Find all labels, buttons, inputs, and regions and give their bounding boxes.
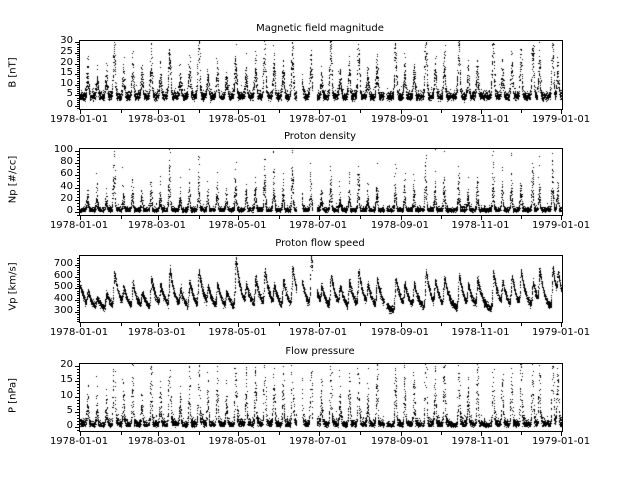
y-minor-tick-mark — [77, 403, 79, 404]
y-minor-tick-mark — [77, 100, 79, 101]
scatter-canvas-np — [80, 149, 562, 215]
y-tick-label: 100 — [53, 144, 73, 156]
y-axis-label-b: B [nT] — [7, 57, 19, 88]
scatter-canvas-p — [80, 364, 562, 431]
y-tick-label: 500 — [53, 281, 73, 293]
panel-title-proton-density: Proton density — [283, 131, 357, 142]
x-tick-label: 1978-05-01 — [208, 114, 267, 125]
y-minor-tick-mark — [77, 51, 79, 52]
x-minor-tick-mark — [360, 216, 361, 219]
plot-area-b — [79, 40, 563, 110]
y-minor-tick-mark — [77, 44, 79, 45]
x-minor-tick-mark — [521, 432, 522, 435]
y-minor-tick-mark — [77, 263, 79, 264]
y-minor-tick-mark — [77, 172, 79, 173]
y-minor-tick-mark — [77, 421, 79, 422]
y-minor-tick-mark — [77, 291, 79, 292]
y-minor-tick-mark — [77, 390, 79, 391]
x-minor-tick-mark — [441, 216, 442, 219]
x-minor-tick-mark — [521, 216, 522, 219]
y-minor-tick-mark — [77, 298, 79, 299]
y-tick-mark — [75, 427, 79, 428]
x-tick-label: 1978-07-01 — [288, 220, 348, 231]
y-minor-tick-mark — [77, 197, 79, 198]
x-tick-label: 1978-03-01 — [127, 220, 186, 231]
y-minor-tick-mark — [77, 169, 79, 170]
scatter-canvas-vp — [80, 256, 562, 322]
y-minor-tick-mark — [77, 430, 79, 431]
y-minor-tick-mark — [77, 286, 79, 287]
x-minor-tick-mark — [521, 323, 522, 326]
y-minor-tick-mark — [77, 66, 79, 67]
x-tick-label: 1978-11-01 — [451, 327, 510, 338]
y-tick-mark — [75, 53, 79, 54]
x-minor-tick-mark — [199, 110, 200, 113]
y-minor-tick-mark — [77, 57, 79, 58]
y-minor-tick-mark — [77, 281, 79, 282]
x-tick-label: 1978-03-01 — [127, 327, 186, 338]
y-minor-tick-mark — [77, 87, 79, 88]
y-tick-mark — [75, 175, 79, 176]
y-minor-tick-mark — [77, 375, 79, 376]
x-minor-tick-mark — [441, 432, 442, 435]
panel-title-proton-flow-speed: Proton flow speed — [275, 238, 365, 249]
y-tick-mark — [75, 74, 79, 75]
x-minor-tick-mark — [360, 432, 361, 435]
y-minor-tick-mark — [77, 387, 79, 388]
y-tick-mark — [75, 163, 79, 164]
y-minor-tick-mark — [77, 83, 79, 84]
y-tick-label: 20 — [60, 56, 73, 68]
x-minor-tick-mark — [279, 216, 280, 219]
y-tick-mark — [75, 265, 79, 266]
y-minor-tick-mark — [77, 279, 79, 280]
y-minor-tick-mark — [77, 409, 79, 410]
x-tick-label: 1979-01-01 — [531, 114, 591, 125]
plot-area-p — [79, 363, 563, 432]
x-tick-label: 1979-01-01 — [531, 327, 591, 338]
y-tick-label: 40 — [60, 180, 73, 192]
x-tick-label: 1978-01-01 — [49, 327, 109, 338]
y-tick-label: 10 — [60, 389, 73, 401]
panel-title-magnetic-field: Magnetic field magnitude — [256, 23, 384, 34]
y-minor-tick-mark — [77, 194, 79, 195]
y-minor-tick-mark — [77, 166, 79, 167]
x-minor-tick-mark — [521, 110, 522, 113]
x-tick-label: 1978-11-01 — [451, 114, 510, 125]
y-minor-tick-mark — [77, 418, 79, 419]
x-minor-tick-mark — [279, 323, 280, 326]
plot-area-np — [79, 148, 563, 216]
y-tick-label: 300 — [53, 304, 73, 316]
x-minor-tick-mark — [360, 323, 361, 326]
y-tick-mark — [75, 312, 79, 313]
x-minor-tick-mark — [199, 323, 200, 326]
y-minor-tick-mark — [77, 393, 79, 394]
x-tick-label: 1978-07-01 — [288, 436, 348, 447]
y-minor-tick-mark — [77, 108, 79, 109]
y-axis-label-np: Np [#/cc] — [7, 155, 19, 204]
x-tick-label: 1978-09-01 — [370, 436, 429, 447]
y-tick-mark — [75, 366, 79, 367]
y-minor-tick-mark — [77, 307, 79, 308]
x-tick-label: 1978-07-01 — [288, 327, 348, 338]
x-tick-label: 1978-01-01 — [49, 436, 109, 447]
y-minor-tick-mark — [77, 321, 79, 322]
y-tick-mark — [75, 64, 79, 65]
y-tick-mark — [75, 397, 79, 398]
x-tick-label: 1978-05-01 — [208, 327, 267, 338]
y-tick-label: 20 — [60, 359, 73, 371]
y-tick-label: 30 — [60, 35, 73, 47]
y-minor-tick-mark — [77, 55, 79, 56]
y-tick-label: 0 — [66, 99, 73, 111]
y-tick-mark — [75, 106, 79, 107]
y-tick-label: 60 — [60, 168, 73, 180]
x-tick-label: 1978-09-01 — [370, 114, 429, 125]
y-minor-tick-mark — [77, 372, 79, 373]
y-minor-tick-mark — [77, 181, 79, 182]
x-tick-label: 1978-01-01 — [49, 220, 109, 231]
panel-title-flow-pressure: Flow pressure — [285, 346, 355, 357]
y-minor-tick-mark — [77, 302, 79, 303]
x-tick-label: 1978-09-01 — [370, 327, 429, 338]
x-tick-label: 1979-01-01 — [531, 436, 591, 447]
y-tick-mark — [75, 277, 79, 278]
x-tick-label: 1978-03-01 — [127, 436, 186, 447]
y-minor-tick-mark — [77, 267, 79, 268]
y-tick-mark — [75, 95, 79, 96]
y-tick-mark — [75, 412, 79, 413]
y-tick-label: 20 — [60, 192, 73, 204]
y-minor-tick-mark — [77, 76, 79, 77]
y-minor-tick-mark — [77, 98, 79, 99]
y-minor-tick-mark — [77, 319, 79, 320]
x-minor-tick-mark — [199, 432, 200, 435]
y-minor-tick-mark — [77, 91, 79, 92]
x-tick-label: 1978-03-01 — [127, 114, 186, 125]
x-minor-tick-mark — [441, 323, 442, 326]
x-minor-tick-mark — [360, 110, 361, 113]
y-minor-tick-mark — [77, 89, 79, 90]
y-minor-tick-mark — [77, 384, 79, 385]
scatter-canvas-b — [80, 41, 562, 109]
x-minor-tick-mark — [279, 432, 280, 435]
x-tick-label: 1978-09-01 — [370, 220, 429, 231]
x-minor-tick-mark — [121, 110, 122, 113]
y-minor-tick-mark — [77, 191, 79, 192]
y-tick-mark — [75, 85, 79, 86]
y-minor-tick-mark — [77, 102, 79, 103]
y-tick-label: 10 — [60, 77, 73, 89]
y-minor-tick-mark — [77, 72, 79, 73]
x-tick-label: 1978-11-01 — [451, 220, 510, 231]
y-axis-label-p: P [nPa] — [7, 377, 19, 413]
y-minor-tick-mark — [77, 78, 79, 79]
y-tick-mark — [75, 212, 79, 213]
y-minor-tick-mark — [77, 310, 79, 311]
y-tick-mark — [75, 200, 79, 201]
y-minor-tick-mark — [77, 160, 79, 161]
y-minor-tick-mark — [77, 258, 79, 259]
y-minor-tick-mark — [77, 185, 79, 186]
y-tick-mark — [75, 151, 79, 152]
y-minor-tick-mark — [77, 317, 79, 318]
y-minor-tick-mark — [77, 369, 79, 370]
y-tick-label: 700 — [53, 258, 73, 270]
y-tick-label: 15 — [60, 374, 73, 386]
y-minor-tick-mark — [77, 209, 79, 210]
y-minor-tick-mark — [77, 284, 79, 285]
y-minor-tick-mark — [77, 154, 79, 155]
y-tick-label: 400 — [53, 293, 73, 305]
x-minor-tick-mark — [441, 110, 442, 113]
y-minor-tick-mark — [77, 157, 79, 158]
x-tick-label: 1978-11-01 — [451, 436, 510, 447]
y-minor-tick-mark — [77, 378, 79, 379]
y-minor-tick-mark — [77, 93, 79, 94]
y-tick-mark — [75, 300, 79, 301]
y-minor-tick-mark — [77, 215, 79, 216]
y-minor-tick-mark — [77, 400, 79, 401]
x-tick-label: 1978-05-01 — [208, 436, 267, 447]
y-minor-tick-mark — [77, 305, 79, 306]
y-minor-tick-mark — [77, 49, 79, 50]
y-minor-tick-mark — [77, 260, 79, 261]
y-minor-tick-mark — [77, 61, 79, 62]
x-minor-tick-mark — [279, 110, 280, 113]
y-minor-tick-mark — [77, 70, 79, 71]
y-tick-mark — [75, 381, 79, 382]
y-minor-tick-mark — [77, 203, 79, 204]
x-minor-tick-mark — [121, 432, 122, 435]
y-tick-label: 0 — [66, 419, 73, 431]
y-tick-mark — [75, 42, 79, 43]
y-tick-label: 5 — [66, 404, 73, 416]
y-minor-tick-mark — [77, 59, 79, 60]
y-minor-tick-mark — [77, 415, 79, 416]
y-tick-mark — [75, 188, 79, 189]
y-minor-tick-mark — [77, 406, 79, 407]
y-tick-label: 0 — [66, 204, 73, 216]
y-axis-label-vp: Vp [km/s] — [7, 262, 19, 311]
y-minor-tick-mark — [77, 293, 79, 294]
y-minor-tick-mark — [77, 270, 79, 271]
x-minor-tick-mark — [199, 216, 200, 219]
y-minor-tick-mark — [77, 104, 79, 105]
y-minor-tick-mark — [77, 272, 79, 273]
y-minor-tick-mark — [77, 47, 79, 48]
plot-area-vp — [79, 255, 563, 323]
y-minor-tick-mark — [77, 295, 79, 296]
y-minor-tick-mark — [77, 206, 79, 207]
y-tick-label: 25 — [60, 45, 73, 57]
y-tick-label: 80 — [60, 156, 73, 168]
x-tick-label: 1978-01-01 — [49, 114, 109, 125]
y-tick-mark — [75, 288, 79, 289]
x-tick-label: 1978-05-01 — [208, 220, 267, 231]
y-minor-tick-mark — [77, 314, 79, 315]
x-minor-tick-mark — [121, 216, 122, 219]
y-minor-tick-mark — [77, 68, 79, 69]
y-tick-label: 600 — [53, 269, 73, 281]
y-tick-label: 5 — [66, 88, 73, 100]
x-minor-tick-mark — [121, 323, 122, 326]
y-minor-tick-mark — [77, 274, 79, 275]
y-minor-tick-mark — [77, 424, 79, 425]
y-tick-label: 15 — [60, 67, 73, 79]
x-tick-label: 1979-01-01 — [531, 220, 591, 231]
y-minor-tick-mark — [77, 81, 79, 82]
y-minor-tick-mark — [77, 178, 79, 179]
x-tick-label: 1978-07-01 — [288, 114, 348, 125]
